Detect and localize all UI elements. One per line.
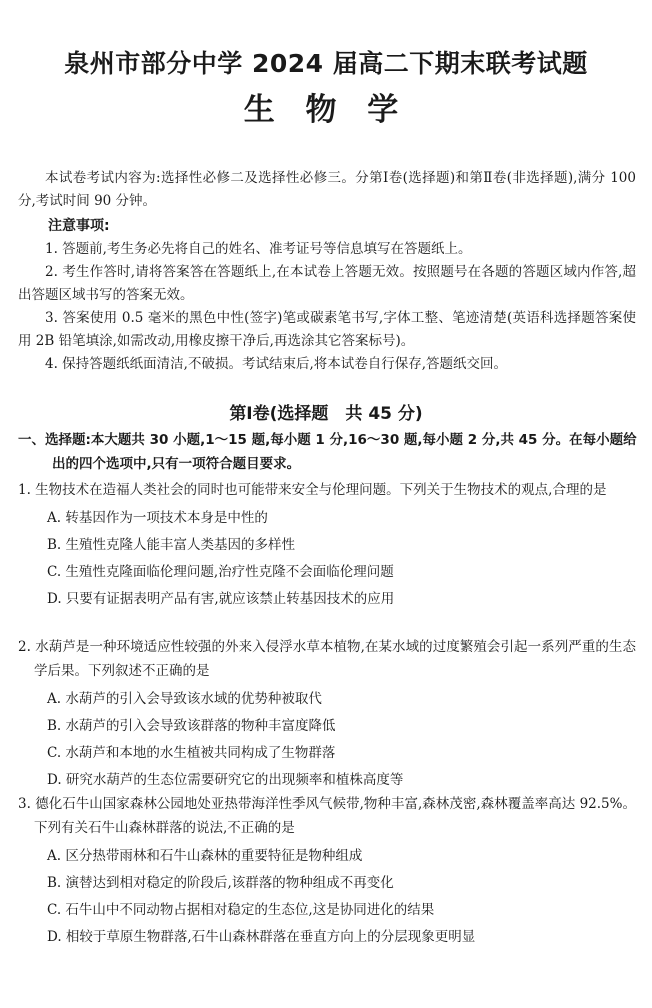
section-instruction: 一、选择题:本大题共 30 小题,1～15 题,每小题 1 分,16～30 题,每小题 2 分,共 45 分。在每小题给出的四个选项中,只有一项符合题目要求。 (18, 432, 637, 472)
question-stem: 2. 水葫芦是一种环境适应性较强的外来入侵浮水草本植物,在某水域的过度繁殖会引起一系列严重的生态学后果。下列叙述不正确的是 (18, 639, 636, 679)
option-c: C. 水葫芦和本地的水生植被共同构成了生物群落 (47, 745, 336, 761)
question-stem: 3. 德化石牛山国家森林公园地处亚热带海洋性季风气候带,物种丰富,森林茂密,森林覆盖率高达 92.5%。下列有关石牛山森林群落的说法,不正确的是 (18, 796, 636, 836)
section-title: 第Ⅰ卷(选择题 共 45 分) (229, 404, 423, 424)
notes-heading: 注意事项: (48, 218, 110, 234)
question-2 (18, 635, 636, 794)
question-3 (18, 792, 636, 951)
note-item: 2. 考生作答时,请将答案答在答题纸上,在本试卷上答题无效。按照题号在各题的答题区域内作答,超出答题区域书写的答案无效。 (18, 264, 636, 303)
option-b: B. 演替达到相对稳定的阶段后,该群落的物种组成不再变化 (47, 875, 394, 891)
intro-paragraph: 本试卷考试内容为:选择性必修二及选择性必修三。分第Ⅰ卷(选择题)和第Ⅱ卷(非选择题),满分 100 分,考试时间 90 分钟。 (18, 170, 636, 209)
option-d: D. 只要有证据表明产品有害,就应该禁止转基因技术的应用 (47, 591, 395, 607)
option-b: B. 生殖性克隆人能丰富人类基因的多样性 (47, 537, 296, 553)
option-a: A. 转基因作为一项技术本身是中性的 (47, 510, 268, 526)
option-a: A. 水葫芦的引入会导致该水域的优势种被取代 (47, 691, 322, 707)
note-item: 4. 保持答题纸纸面清洁,不破损。考试结束后,将本试卷自行保存,答题纸交回。 (45, 356, 508, 372)
option-c: C. 生殖性克隆面临伦理问题,治疗性克隆不会面临伦理问题 (47, 564, 394, 580)
option-d: D. 相较于草原生物群落,石牛山森林群落在垂直方向上的分层现象更明显 (47, 929, 476, 945)
option-a: A. 区分热带雨林和石牛山森林的重要特征是物种组成 (47, 848, 363, 864)
option-c: C. 石牛山中不同动物占据相对稳定的生态位,这是协同进化的结果 (47, 902, 435, 918)
exam-subject: 生 物 学 (243, 92, 409, 128)
note-item: 1. 答题前,考生务必先将自己的姓名、准考证号等信息填写在答题纸上。 (45, 241, 472, 257)
note-item: 3. 答案使用 0.5 毫米的黑色中性(签字)笔或碳素笔书写,字体工整、笔迹清楚(英语科选择题答案使用 2B 铅笔填涂,如需改动,用橡皮擦干净后,再选涂其它答案标号)。 (18, 310, 636, 349)
option-d: D. 研究水葫芦的生态位需要研究它的出现频率和植株高度等 (47, 772, 404, 788)
question-stem: 1. 生物技术在造福人类社会的同时也可能带来安全与伦理问题。下列关于生物技术的观点,合理的是 (18, 482, 607, 498)
option-b: B. 水葫芦的引入会导致该群落的物种丰富度降低 (47, 718, 336, 734)
exam-title: 泉州市部分中学 2024 届高二下期末联考试题 (64, 49, 588, 78)
question-1 (18, 478, 636, 613)
